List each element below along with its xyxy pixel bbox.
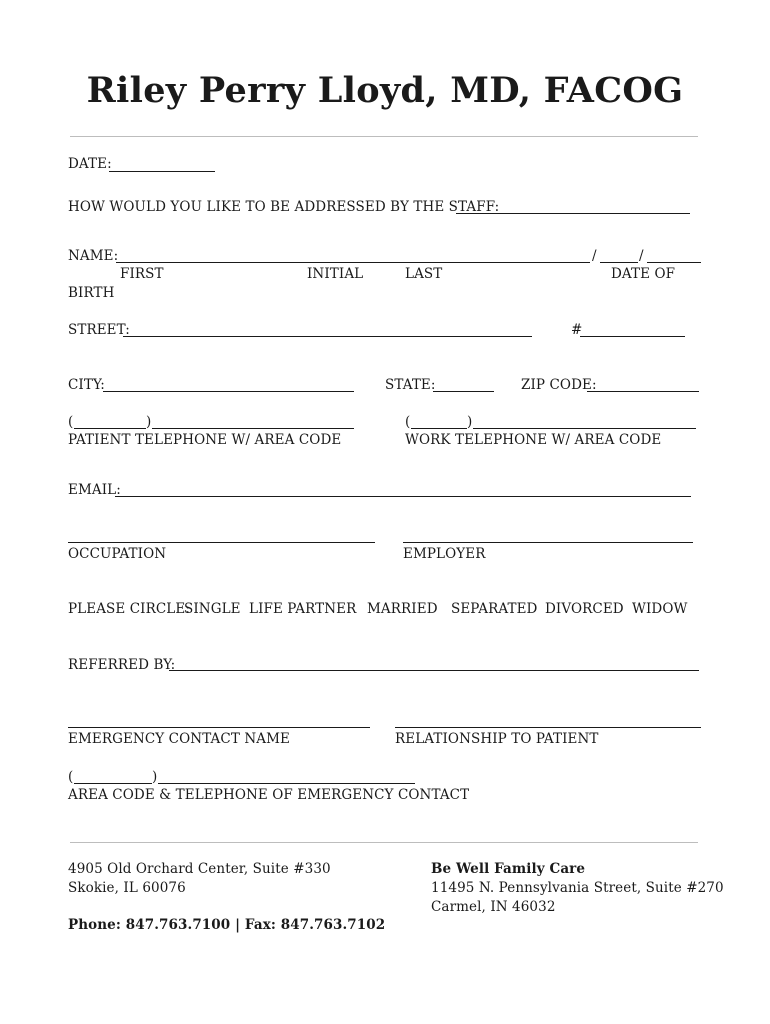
address-line-1: 4905 Old Orchard Center, Suite #330 xyxy=(68,861,331,877)
number-label: # xyxy=(571,322,583,338)
initial-label: INITIAL xyxy=(307,266,364,282)
occupation-label: OCCUPATION xyxy=(68,546,167,562)
date-label: DATE: xyxy=(68,156,112,172)
referred-field[interactable] xyxy=(169,670,699,671)
page-title: Riley Perry Lloyd, MD, FACOG xyxy=(86,70,684,111)
patient-area-code-field[interactable] xyxy=(74,428,146,429)
alt-address-line-1: 11495 N. Pennsylvania Street, Suite #270 xyxy=(431,880,724,896)
occupation-field[interactable] xyxy=(68,542,375,543)
emergency-name-field[interactable] xyxy=(68,727,370,728)
zip-label: ZIP CODE: xyxy=(521,377,597,393)
last-label: LAST xyxy=(405,266,443,282)
first-label: FIRST xyxy=(120,266,164,282)
referred-label: REFERRED BY: xyxy=(68,657,176,673)
state-label: STATE: xyxy=(385,377,436,393)
addressed-field[interactable] xyxy=(456,213,690,214)
city-label: CITY: xyxy=(68,377,105,393)
patient-area-close: ) xyxy=(146,414,152,430)
alt-office-name: Be Well Family Care xyxy=(431,861,586,877)
email-field[interactable] xyxy=(115,496,691,497)
emergency-name-label: EMERGENCY CONTACT NAME xyxy=(68,731,290,747)
relationship-label: RELATIONSHIP TO PATIENT xyxy=(395,731,599,747)
patient-phone-label: PATIENT TELEPHONE W/ AREA CODE xyxy=(68,432,342,448)
emergency-area-open: ( xyxy=(68,769,74,785)
work-area-close: ) xyxy=(467,414,473,430)
street-label: STREET: xyxy=(68,322,130,338)
address-line-2: Skokie, IL 60076 xyxy=(68,880,186,896)
date-field[interactable] xyxy=(109,171,215,172)
emergency-area-code-field[interactable] xyxy=(74,783,152,784)
unit-number-field[interactable] xyxy=(580,336,685,337)
alt-address-line-2: Carmel, IN 46032 xyxy=(431,899,556,915)
option-widow[interactable]: WIDOW xyxy=(632,601,688,617)
street-field[interactable] xyxy=(123,336,532,337)
dob-month-field[interactable] xyxy=(600,262,638,263)
birth-label: BIRTH xyxy=(68,285,115,301)
dob-label: DATE OF xyxy=(611,266,676,282)
city-field[interactable] xyxy=(103,391,354,392)
employer-field[interactable] xyxy=(403,542,693,543)
option-life-partner[interactable]: LIFE PARTNER xyxy=(249,601,357,617)
email-label: EMAIL: xyxy=(68,482,121,498)
option-divorced[interactable]: DIVORCED xyxy=(545,601,624,617)
zip-field[interactable] xyxy=(587,391,699,392)
dob-slash-2: / xyxy=(639,248,644,264)
option-separated[interactable]: SEPARATED xyxy=(451,601,538,617)
header-divider xyxy=(70,136,698,137)
dob-slash-1: / xyxy=(592,248,597,264)
footer-divider xyxy=(70,842,698,843)
dob-year-field[interactable] xyxy=(647,262,701,263)
relationship-field[interactable] xyxy=(395,727,701,728)
work-area-open: ( xyxy=(405,414,411,430)
patient-phone-field[interactable] xyxy=(152,428,354,429)
addressed-label: HOW WOULD YOU LIKE TO BE ADDRESSED BY THE STAFF: xyxy=(68,199,500,215)
work-area-code-field[interactable] xyxy=(411,428,467,429)
state-field[interactable] xyxy=(433,391,494,392)
circle-label: PLEASE CIRCLE: xyxy=(68,601,190,617)
name-field[interactable] xyxy=(116,262,590,263)
patient-area-open: ( xyxy=(68,414,74,430)
emergency-phone-field[interactable] xyxy=(158,783,415,784)
emergency-phone-label: AREA CODE & TELEPHONE OF EMERGENCY CONTACT xyxy=(68,787,470,803)
option-married[interactable]: MARRIED xyxy=(367,601,438,617)
employer-label: EMPLOYER xyxy=(403,546,486,562)
work-phone-label: WORK TELEPHONE W/ AREA CODE xyxy=(405,432,662,448)
option-single[interactable]: SINGLE xyxy=(184,601,241,617)
name-label: NAME: xyxy=(68,248,119,264)
emergency-area-close: ) xyxy=(152,769,158,785)
work-phone-field[interactable] xyxy=(473,428,696,429)
phone-fax: Phone: 847.763.7100 | Fax: 847.763.7102 xyxy=(68,917,386,933)
